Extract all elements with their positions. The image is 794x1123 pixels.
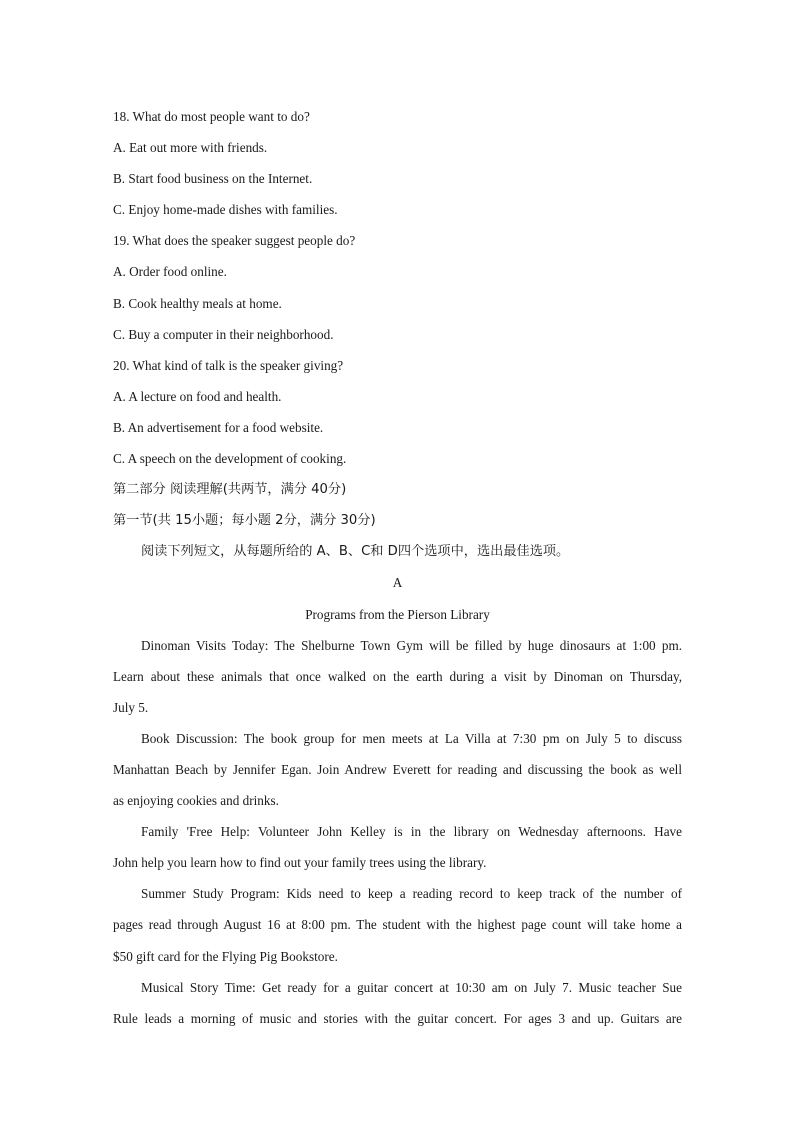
- paragraph-line: Dinoman Visits Today: The Shelburne Town Gym will be filled by huge dinosaurs at 1:00 pm.: [141, 637, 682, 653]
- option-b: B. Cook healthy meals at home.: [113, 295, 282, 311]
- subsection-heading: 第一节(共 15小题；每小题 2分，满分 30分): [113, 513, 376, 529]
- option-c: C. Enjoy home-made dishes with families.: [113, 202, 338, 218]
- option-a: A. A lecture on food and health.: [113, 388, 282, 404]
- paragraph-line: as enjoying cookies and drinks.: [113, 793, 279, 809]
- option-a: A. Eat out more with friends.: [113, 140, 268, 156]
- question-18: [113, 101, 682, 225]
- page-content: [113, 101, 682, 1034]
- paragraph-line: $50 gift card for the Flying Pig Bookstore.: [113, 948, 338, 964]
- paragraph-dinoman: [113, 630, 682, 723]
- paragraph-summer-study: [113, 878, 682, 971]
- passage-title: Programs from the Pierson Library: [305, 606, 490, 622]
- instruction: 阅读下列短文，从每题所给的 A、B、C和 D四个选项中，选出最佳选项。: [141, 544, 570, 560]
- paragraph-line: Manhattan Beach by Jennifer Egan. Join Andrew Everett for reading and discussing the book as well: [113, 761, 682, 777]
- option-c: C. A speech on the development of cooking.: [113, 451, 347, 467]
- question-20: [113, 350, 682, 474]
- paragraph-line: Musical Story Time: Get ready for a guitar concert at 10:30 am on July 7. Music teacher Sue: [141, 979, 682, 995]
- question-19: [113, 225, 682, 349]
- part-heading: 第二部分 阅读理解(共两节，满分 40分): [113, 482, 347, 498]
- option-b: B. An advertisement for a food website.: [113, 419, 324, 435]
- paragraph-line: July 5.: [113, 699, 149, 715]
- paragraph-book-discussion: [113, 723, 682, 816]
- paragraph-line: Book Discussion: The book group for men meets at La Villa at 7:30 pm on July 5 to discuss: [141, 730, 682, 746]
- question-stem: 18. What do most people want to do?: [113, 109, 310, 124]
- passage-letter: A: [392, 575, 403, 591]
- option-a: A. Order food online.: [113, 264, 227, 280]
- question-stem: 20. What kind of talk is the speaker giving?: [113, 357, 344, 373]
- paragraph-line: Family 'Free Help: Volunteer John Kelley is in the library on Wednesday afternoons. Have: [141, 824, 682, 840]
- option-c: C. Buy a computer in their neighborhood.: [113, 326, 334, 342]
- paragraph-musical-story-time: [113, 972, 682, 1034]
- paragraph-line: pages read through August 16 at 8:00 pm. The student with the highest page count will take home a: [113, 917, 682, 933]
- paragraph-line: Rule leads a morning of music and stories with the guitar concert. For ages 3 and up. Guitars are: [113, 1010, 682, 1026]
- paragraph-line: John help you learn how to find out your family trees using the library.: [113, 855, 487, 871]
- paragraph-family-free-help: [113, 816, 682, 878]
- paragraph-line: Summer Study Program: Kids need to keep a reading record to keep track of the number of: [141, 886, 682, 902]
- option-b: B. Start food business on the Internet.: [113, 171, 313, 187]
- question-stem: 19. What does the speaker suggest people do?: [113, 233, 356, 249]
- paragraph-line: Learn about these animals that once walked on the earth during a visit by Dinoman on Thursday,: [113, 668, 682, 684]
